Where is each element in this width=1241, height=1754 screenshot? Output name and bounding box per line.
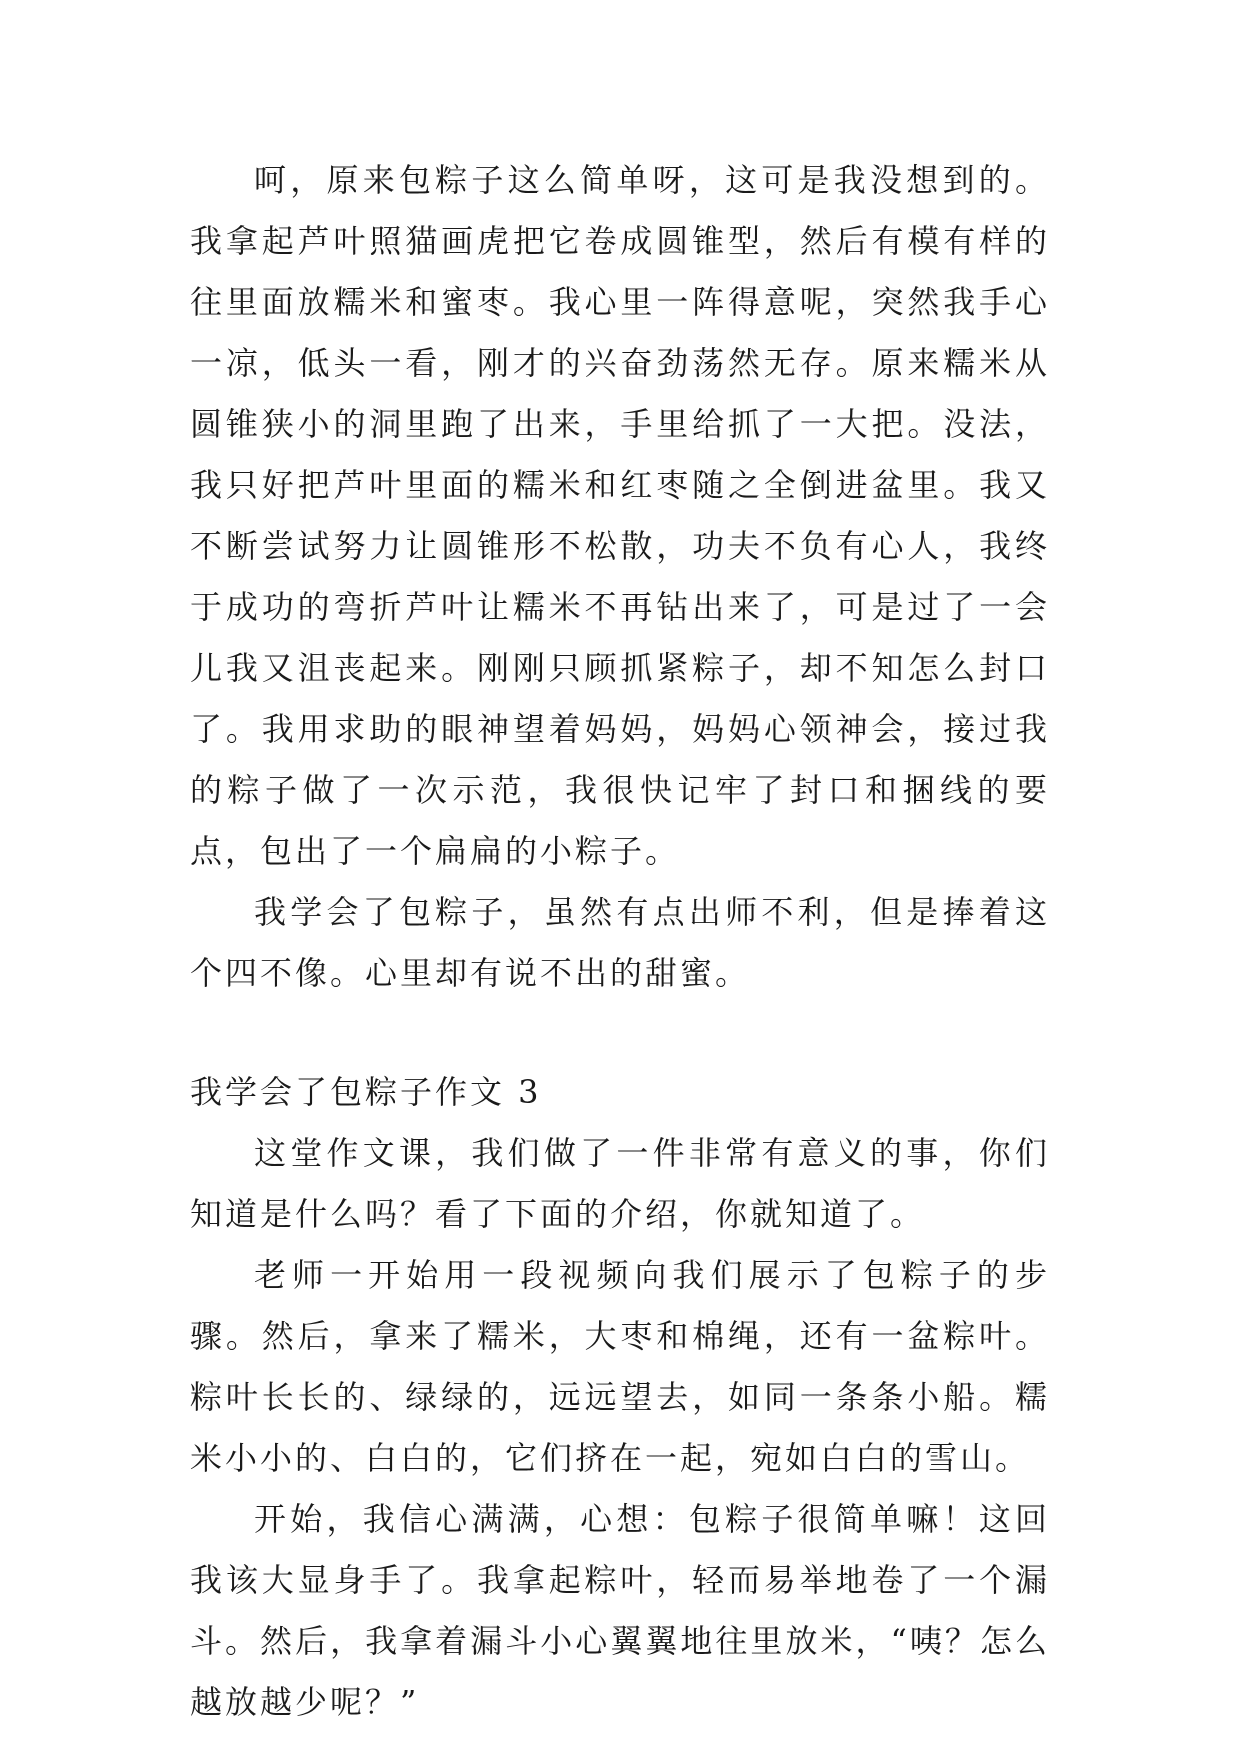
- paragraph: 开始，我信心满满，心想：包粽子很简单嘛！这回我该大显身手了。我拿起粽叶，轻而易举地卷了一个漏斗。然后，我拿着漏斗小心翼翼地往里放米，“咦？怎么越放越少呢？”: [190, 1500, 1050, 1721]
- document-body: [190, 150, 1050, 1733]
- section-heading: 我学会了包粽子作文 3: [190, 1073, 542, 1111]
- paragraph: 呵，原来包粽子这么简单呀，这可是我没想到的。我拿起芦叶照猫画虎把它卷成圆锥型，然后有模有样的往里面放糯米和蜜枣。我心里一阵得意呢，突然我手心一凉，低头一看，刚才的兴奋劲荡然无存。原来糯米从圆锥狭小的洞里跑了出来，手里给抓了一大把。没法，我只好把芦叶里面的糯米和红枣随之全倒进盆里。我又不断尝试努力让圆锥形不松散，功夫不负有心人，我终于成功的弯折芦叶让糯米不再钻出来了，可是过了一会儿我又沮丧起来。刚刚只顾抓紧粽子，却不知怎么封口了。我用求助的眼神望着妈妈，妈妈心领神会，接过我的粽子做了一次示范，我很快记牢了封口和捆线的要点，包出了一个扁扁的小粽子。: [190, 161, 1050, 870]
- paragraph: 我学会了包粽子，虽然有点出师不利，但是捧着这个四不像。心里却有说不出的甜蜜。: [190, 893, 1050, 992]
- paragraph: 这堂作文课，我们做了一件非常有意义的事，你们知道是什么吗？看了下面的介绍，你就知道了。: [190, 1134, 1050, 1233]
- paragraph: 老师一开始用一段视频向我们展示了包粽子的步骤。然后，拿来了糯米，大枣和棉绳，还有一盆粽叶。粽叶长长的、绿绿的，远远望去，如同一条条小船。糯米小小的、白白的，它们挤在一起，宛如白白的雪山。: [190, 1256, 1050, 1477]
